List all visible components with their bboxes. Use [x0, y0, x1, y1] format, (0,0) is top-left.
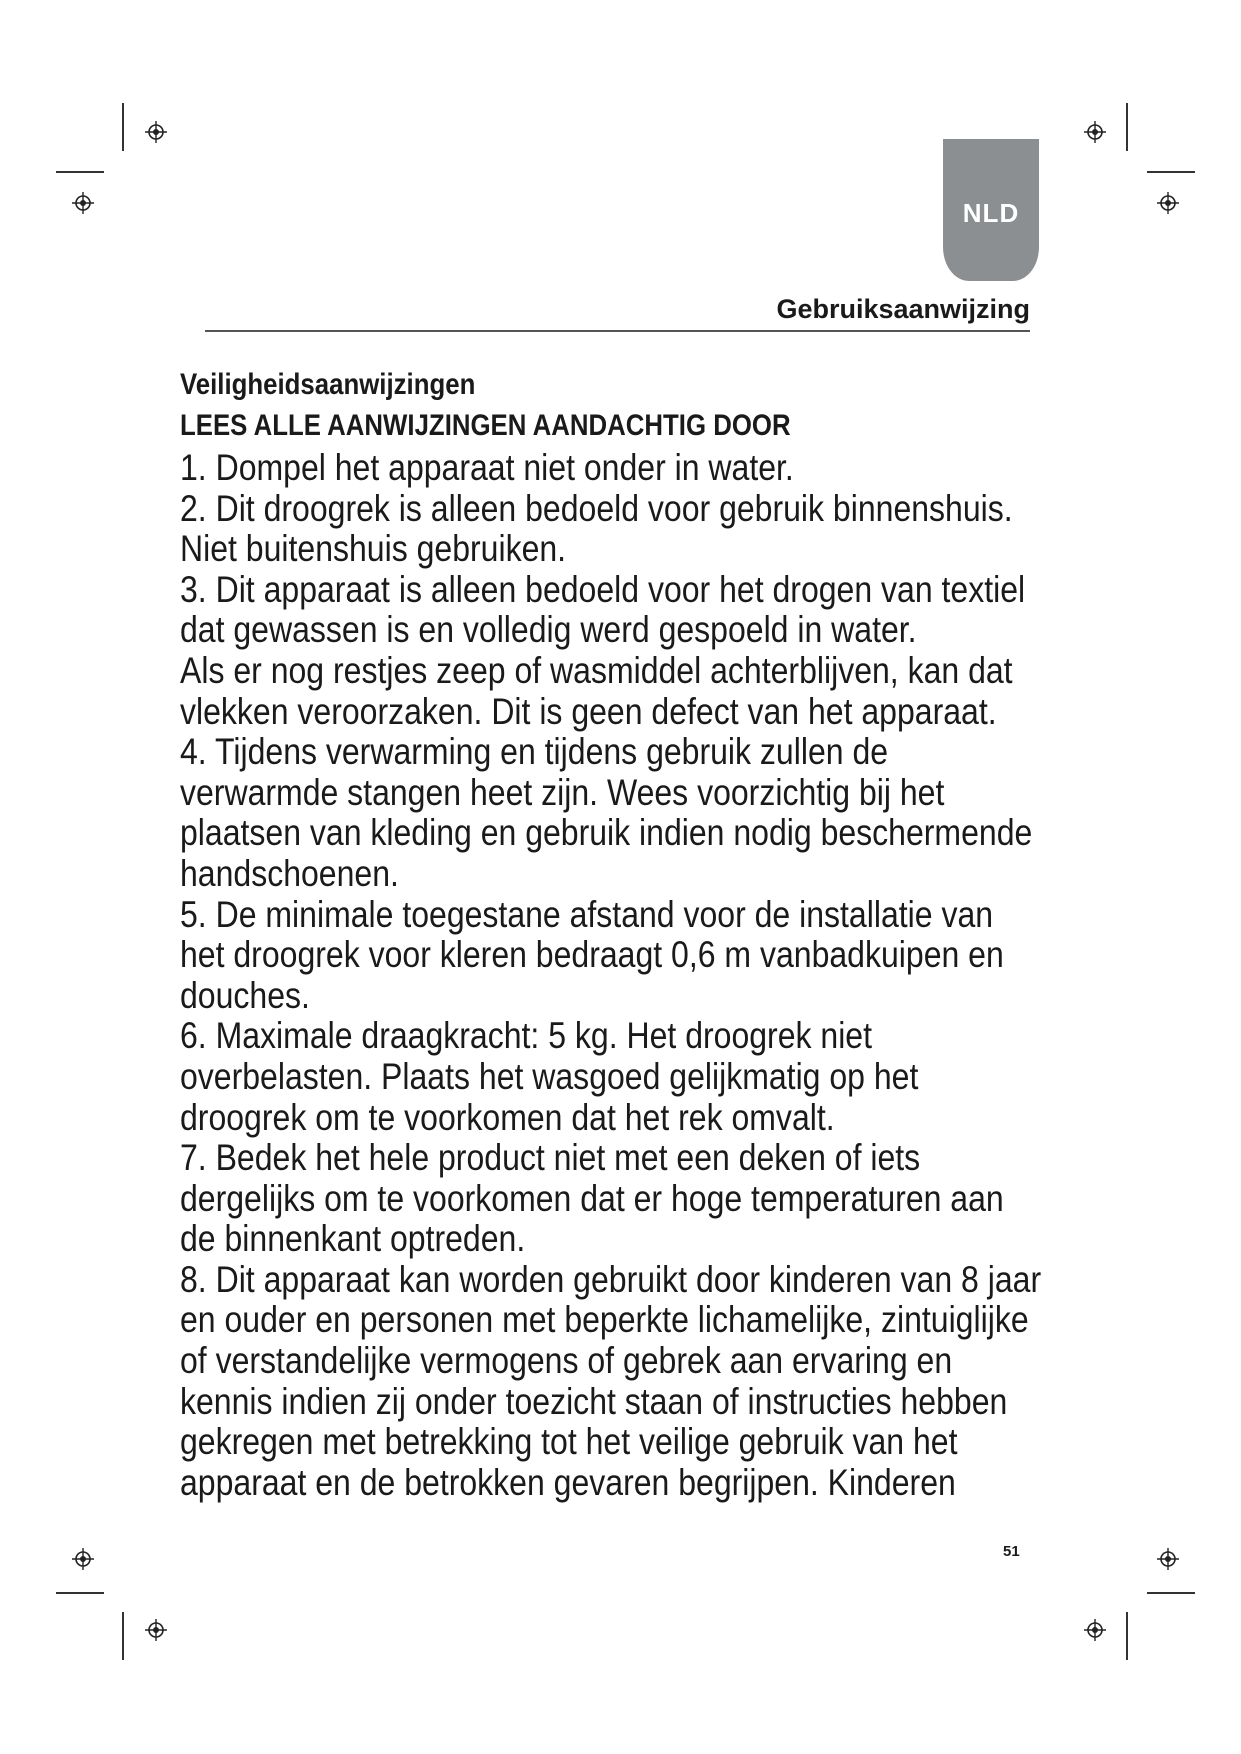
language-tab [943, 139, 1039, 281]
text-line: 2. Dit droogrek is alleen bedoeld voor gebruik binnenshuis. [180, 487, 1013, 529]
text-line: 7. Bedek het hele product niet met een deken of iets [180, 1137, 921, 1179]
text-line: dat gewassen is en volledig werd gespoeld in water. [180, 609, 917, 651]
text-line: 4. Tijdens verwarming en tijdens gebruik zullen de [180, 731, 889, 773]
section-subtitle: LEES ALLE AANWIJZINGEN AANDACHTIG DOOR [180, 409, 791, 442]
crop-mark-bottom-left-horizontal [56, 1592, 104, 1594]
text-line: of verstandelijke vermogens of gebrek aan ervaring en [180, 1340, 953, 1382]
crop-mark-bottom-right-vertical [1126, 1612, 1128, 1660]
text-line: vlekken veroorzaken. Dit is geen defect van het apparaat. [180, 690, 997, 732]
text-line: overbelasten. Plaats het wasgoed gelijkmatig op het [180, 1055, 919, 1097]
text-line: dergelijks om te voorkomen dat er hoge temperaturen aan [180, 1177, 1004, 1219]
text-line: verwarmde stangen heet zijn. Wees voorzichtig bij het [180, 771, 945, 813]
body-text [180, 448, 1085, 1503]
crop-mark-top-right-vertical [1126, 103, 1128, 151]
registration-mark-icon [1084, 1619, 1106, 1641]
registration-mark-icon [1157, 192, 1179, 214]
registration-mark-icon [145, 1619, 167, 1641]
text-line: apparaat en de betrokken gevaren begrijpen. Kinderen [180, 1461, 956, 1503]
language-tab-label: NLD [962, 197, 1020, 228]
text-line: gekregen met betrekking tot het veilige gebruik van het [180, 1421, 958, 1463]
text-line: Niet buitenshuis gebruiken. [180, 528, 567, 570]
text-line: en ouder en personen met beperkte lichamelijke, zintuiglijke [180, 1299, 1029, 1341]
registration-mark-icon [145, 121, 167, 143]
text-line: plaatsen van kleding en gebruik indien nodig beschermende [180, 812, 1033, 854]
page-header-title: Gebruiksaanwijzing [776, 294, 1030, 324]
text-line: douches. [180, 974, 310, 1016]
crop-mark-bottom-right-horizontal [1147, 1592, 1195, 1594]
crop-mark-bottom-left-vertical [122, 1612, 124, 1660]
registration-mark-icon [1157, 1548, 1179, 1570]
text-line: 5. De minimale toegestane afstand voor de installatie van [180, 893, 994, 935]
page-number: 51 [1003, 1543, 1020, 1560]
crop-mark-top-left-vertical [122, 103, 124, 151]
text-line: droogrek om te voorkomen dat het rek omvalt. [180, 1096, 835, 1138]
page-header [205, 292, 1030, 332]
text-line: handschoenen. [180, 852, 399, 894]
document-content [180, 364, 1085, 1503]
text-line: de binnenkant optreden. [180, 1218, 526, 1260]
registration-mark-icon [72, 1548, 94, 1570]
text-line: 3. Dit apparaat is alleen bedoeld voor het drogen van textiel [180, 568, 1026, 610]
text-line: Als er nog restjes zeep of wasmiddel achterblijven, kan dat [180, 649, 1013, 691]
registration-mark-icon [72, 192, 94, 214]
section-title: Veiligheidsaanwijzingen [180, 368, 476, 401]
text-line: kennis indien zij onder toezicht staan of instructies hebben [180, 1380, 1008, 1422]
text-line: het droogrek voor kleren bedraagt 0,6 m vanbadkuipen en [180, 934, 1004, 976]
crop-mark-top-left-horizontal [56, 171, 104, 173]
text-line: 8. Dit apparaat kan worden gebruikt door kinderen van 8 jaar [180, 1258, 1042, 1300]
registration-mark-icon [1084, 121, 1106, 143]
crop-mark-top-right-horizontal [1147, 171, 1195, 173]
text-line: 1. Dompel het apparaat niet onder in water. [180, 447, 794, 488]
text-line: 6. Maximale draagkracht: 5 kg. Het droogrek niet [180, 1015, 872, 1057]
